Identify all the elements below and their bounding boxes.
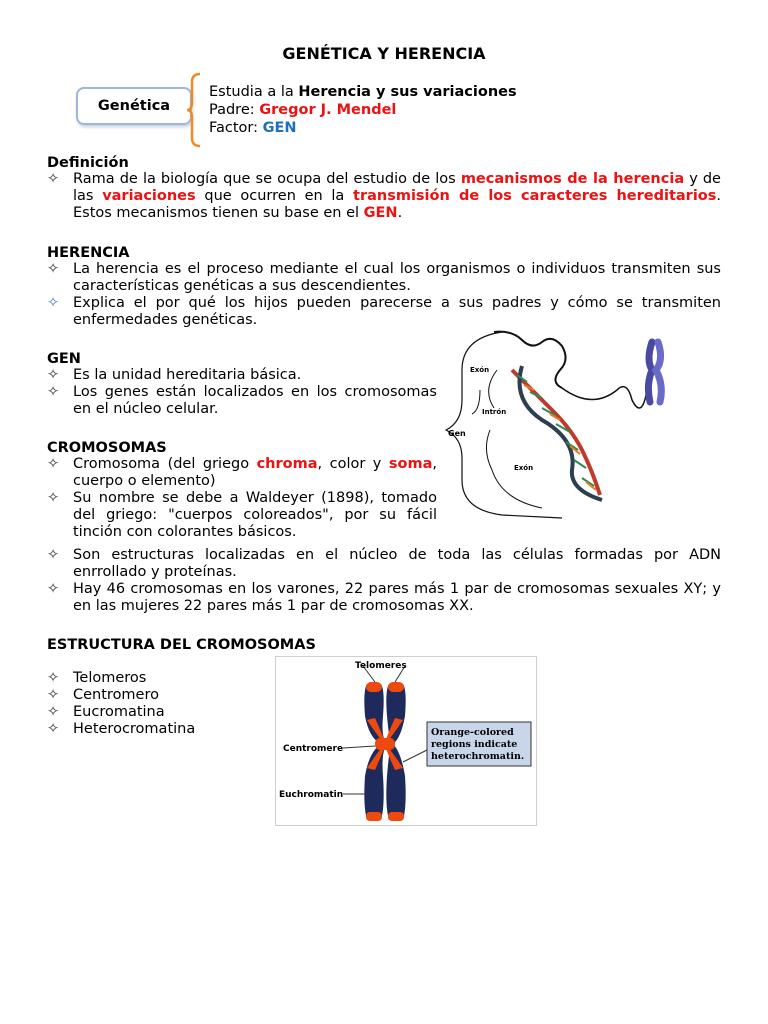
label-telomeres: Telomeres — [355, 661, 407, 671]
label-gen: Gen — [448, 429, 466, 438]
chromosome-structure-illustration — [275, 656, 537, 826]
label-intron: Intrón — [482, 408, 507, 416]
note-line3: heterochromatin. — [431, 751, 525, 762]
label-euchromatin: Euchromatin — [279, 790, 344, 800]
list-item: ✧ La herencia es el proceso mediante el cual los organismos o individuos transmiten sus características genéticas a sus descendientes. — [47, 261, 721, 294]
label-centromere: Centromere — [283, 744, 344, 754]
bullet-star-icon: ✧ — [47, 261, 60, 277]
bullet-star-icon: ✧ — [47, 384, 60, 400]
list-item: ✧ Cromosoma (del griego chroma, color y soma, cuerpo o elemento) — [47, 456, 437, 489]
note-line1: Orange-colored — [431, 727, 514, 738]
bullet-star-icon: ✧ — [47, 171, 60, 187]
note-line2: regions indicate — [431, 739, 518, 750]
bullet-star-icon: ✧ — [47, 670, 60, 686]
list-item: ✧ Hay 46 cromosomas en los varones, 22 pares más 1 par de cromosomas sexuales XY; y en las mujeres 22 pares más 1 par de cromosomas XX. — [47, 581, 721, 614]
gen-section — [47, 351, 437, 418]
list-item: ✧ Rama de la biología que se ocupa del estudio de los mecanismos de la herencia y de las variaciones que ocurren en la transmisión de los caracteres hereditarios. Estos mecanismos tienen su base en el GEN. — [47, 171, 722, 221]
bullet-star-icon: ✧ — [47, 490, 60, 506]
herencia-heading: HERENCIA — [47, 245, 130, 261]
cromosomas-heading: CROMOSOMAS — [47, 440, 167, 456]
list-item: ✧ Es la unidad hereditaria básica. — [47, 367, 302, 383]
label-exon-bottom: Exón — [514, 464, 534, 472]
list-item: ✧ Explica el por qué los hijos pueden parecerse a sus padres y cómo se transmiten enfermedades genéticas. — [47, 295, 721, 328]
gene-dna-illustration — [442, 330, 670, 520]
bullet-star-icon: ✧ — [47, 367, 60, 383]
curly-brace-icon — [186, 72, 204, 148]
bullet-star-icon: ✧ — [47, 456, 60, 472]
list-item: ✧ Son estructuras localizadas en el núcleo de toda las células formadas por ADN enrrollado y proteínas. — [47, 547, 721, 580]
cromosomas-section — [47, 440, 437, 541]
info-line-padre: Padre: Gregor J. Mendel — [209, 102, 397, 118]
definicion-section — [47, 155, 721, 222]
bullet-star-icon: ✧ — [47, 721, 60, 737]
genetica-info — [209, 83, 517, 137]
genetica-box: Genética — [76, 87, 192, 125]
label-exon-top: Exón — [470, 366, 490, 374]
list-item: ✧ Centromero — [47, 687, 159, 703]
bullet-star-icon: ✧ — [47, 295, 60, 311]
page-title: GENÉTICA Y HERENCIA — [282, 44, 486, 63]
bullet-star-icon: ✧ — [47, 581, 60, 597]
bullet-star-icon: ✧ — [47, 704, 60, 720]
list-item: ✧ Su nombre se debe a Waldeyer (1898), tomado del griego: "cuerpos coloreados", por su fácil tinción con colorantes básicos. — [47, 490, 437, 540]
bullet-star-icon: ✧ — [47, 547, 60, 563]
list-item: ✧ Eucromatina — [47, 704, 165, 720]
cromosomas-section-full — [47, 547, 721, 615]
list-item: ✧ Heterocromatina — [47, 721, 196, 737]
estructura-heading: ESTRUCTURA DEL CROMOSOMAS — [47, 637, 316, 653]
gen-heading: GEN — [47, 351, 81, 367]
info-line-estudia: Estudia a la Herencia y sus variaciones — [209, 84, 517, 100]
herencia-section — [47, 245, 721, 329]
estructura-section — [47, 637, 316, 738]
bullet-star-icon: ✧ — [47, 687, 60, 703]
list-item: ✧ Los genes están localizados en los cromosomas en el núcleo celular. — [47, 384, 437, 417]
definicion-heading: Definición — [47, 155, 129, 171]
info-line-factor: Factor: GEN — [209, 120, 297, 136]
list-item: ✧ Telomeros — [47, 670, 147, 686]
